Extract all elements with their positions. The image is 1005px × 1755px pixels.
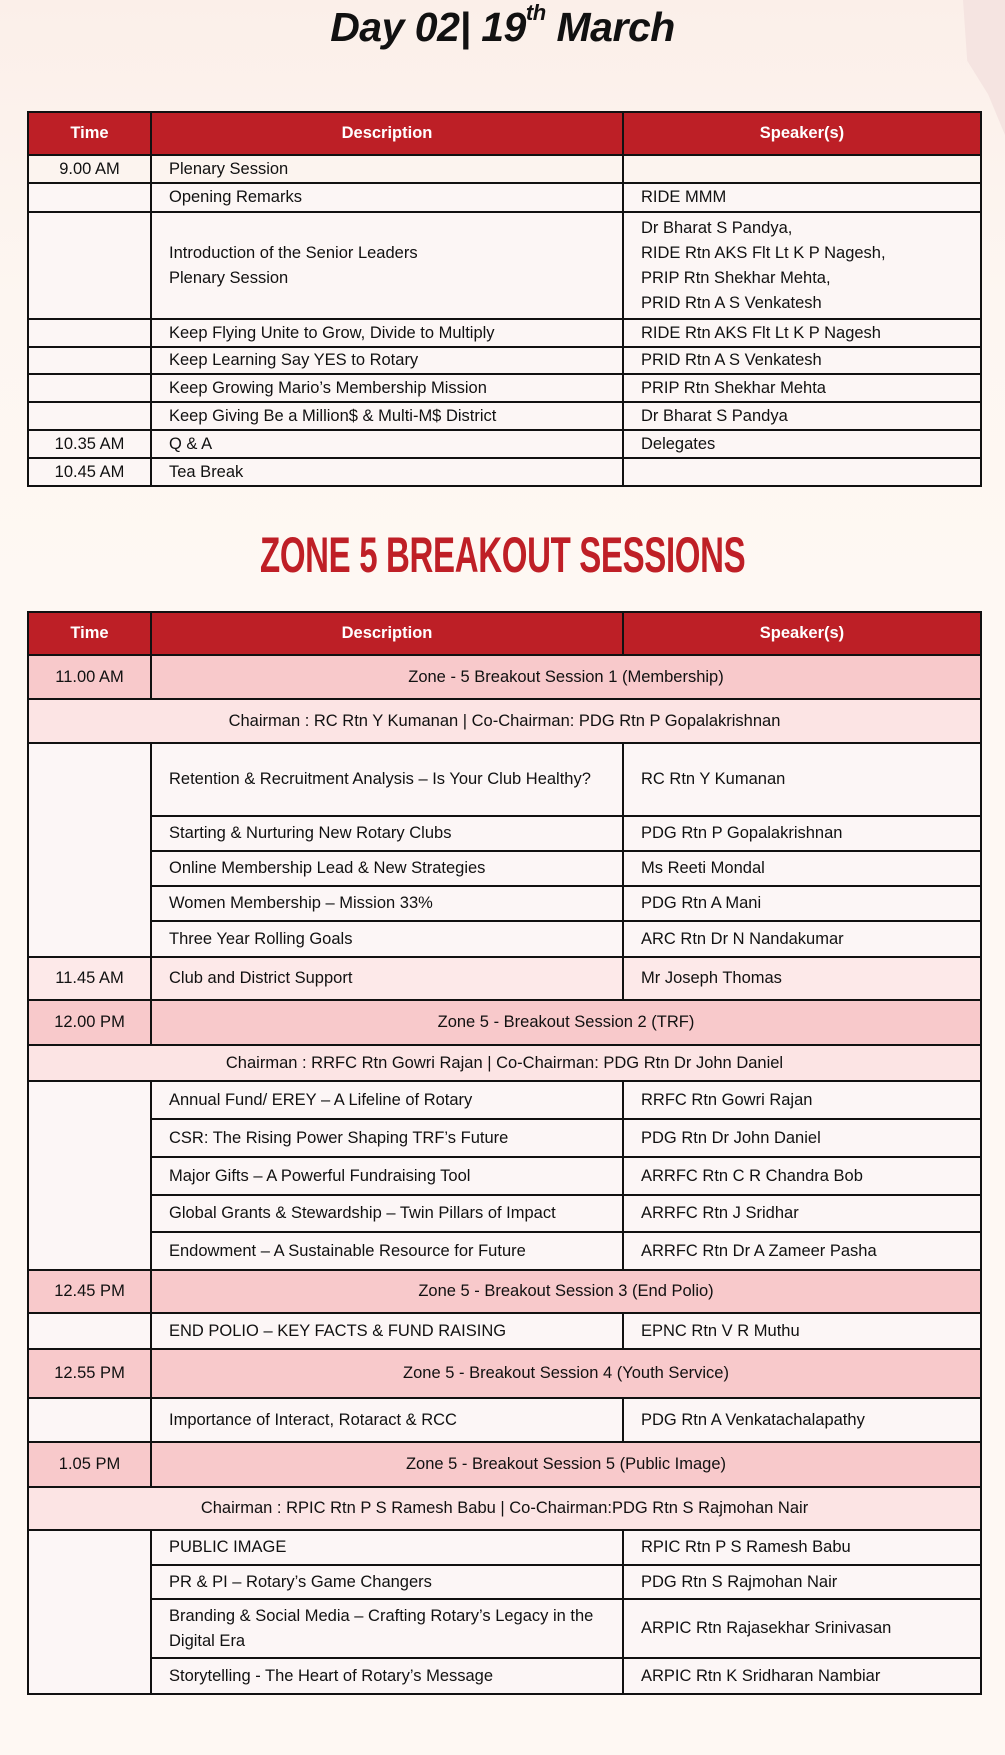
speaker-cell	[623, 319, 981, 347]
speaker-cell: PDG Rtn A Venkatachalapathy	[623, 1398, 981, 1442]
speaker-cell: EPNC Rtn V R Muthu	[623, 1313, 981, 1349]
description-cell: Annual Fund/ EREY – A Lifeline of Rotary	[151, 1081, 623, 1119]
table-row	[28, 1565, 981, 1599]
speaker-cell: PDG Rtn S Rajmohan Nair	[623, 1565, 981, 1599]
session-row	[28, 1270, 981, 1313]
speaker-line: PRID Rtn A S Venkatesh	[641, 293, 822, 312]
description-cell	[151, 155, 623, 183]
description-cell	[151, 347, 623, 374]
description-cell	[151, 458, 623, 486]
description-cell	[151, 374, 623, 402]
header-description: Description	[151, 112, 623, 155]
table-row	[28, 743, 981, 816]
session-time: 11.00 AM	[28, 655, 151, 699]
table-header-row	[28, 612, 981, 655]
description-cell: Endowment – A Sustainable Resource for Future	[151, 1232, 623, 1270]
table-row	[28, 402, 981, 430]
description-cell: Women Membership – Mission 33%	[151, 886, 623, 921]
table-row	[28, 1313, 981, 1349]
description-cell	[151, 402, 623, 430]
table-row	[28, 1599, 981, 1658]
header-time: Time	[28, 112, 151, 155]
description-line: Tea Break	[169, 462, 244, 481]
speaker-line: RIDE Rtn AKS Flt Lt K P Nagesh,	[641, 243, 886, 262]
speaker-cell	[623, 347, 981, 374]
header-time: Time	[28, 612, 151, 655]
session-title: Zone - 5 Breakout Session 1 (Membership)	[151, 655, 981, 699]
table-row	[28, 155, 981, 183]
time-cell-empty	[28, 1530, 151, 1694]
speaker-cell	[623, 430, 981, 458]
table-header-row	[28, 112, 981, 155]
speaker-cell: PDG Rtn Dr John Daniel	[623, 1119, 981, 1157]
table-row	[28, 816, 981, 851]
time-cell: 9.00 AM	[28, 155, 151, 183]
speaker-line: Dr Bharat S Pandya	[641, 406, 788, 425]
header-speakers: Speaker(s)	[623, 612, 981, 655]
table-row	[28, 921, 981, 957]
description-line: Introduction of the Senior Leaders	[169, 243, 418, 262]
plenary-agenda-table	[27, 111, 982, 487]
time-cell	[28, 183, 151, 212]
description-cell: Three Year Rolling Goals	[151, 921, 623, 957]
zone-section-title	[0, 527, 1005, 583]
time-cell	[28, 347, 151, 374]
speaker-cell: ARPIC Rtn Rajasekhar Srinivasan	[623, 1599, 981, 1658]
time-cell	[28, 374, 151, 402]
description-cell: PR & PI – Rotary’s Game Changers	[151, 1565, 623, 1599]
description-line: Keep Giving Be a Million$ & Multi-M$ District	[169, 406, 497, 425]
zone-title-text: ZONE 5 BREAKOUT SESSIONS	[259, 527, 746, 583]
speaker-cell: PDG Rtn P Gopalakrishnan	[623, 816, 981, 851]
table-row	[28, 1658, 981, 1694]
description-cell: Club and District Support	[151, 957, 623, 1000]
session-title: Zone 5 - Breakout Session 5 (Public Image)	[151, 1442, 981, 1487]
description-cell: Online Membership Lead & New Strategies	[151, 851, 623, 886]
time-cell-empty	[28, 1398, 151, 1442]
chairman-row	[28, 699, 981, 743]
table-row	[28, 886, 981, 921]
description-cell: Starting & Nurturing New Rotary Clubs	[151, 816, 623, 851]
description-cell	[151, 183, 623, 212]
table-row	[28, 1081, 981, 1119]
table-row	[28, 957, 981, 1000]
speaker-cell: PDG Rtn A Mani	[623, 886, 981, 921]
table-row	[28, 212, 981, 319]
speaker-cell	[623, 155, 981, 183]
speaker-line: PRIP Rtn Shekhar Mehta,	[641, 268, 831, 287]
description-line: Opening Remarks	[169, 188, 302, 206]
speaker-cell	[623, 374, 981, 402]
time-cell: 10.35 AM	[28, 430, 151, 458]
chairman-cell: Chairman : RC Rtn Y Kumanan | Co-Chairman: PDG Rtn P Gopalakrishnan	[28, 699, 981, 743]
time-cell-empty	[28, 1081, 151, 1270]
speaker-cell: RPIC Rtn P S Ramesh Babu	[623, 1530, 981, 1565]
description-cell: Storytelling - The Heart of Rotary’s Message	[151, 1658, 623, 1694]
time-cell: 10.45 AM	[28, 458, 151, 486]
description-cell: Retention & Recruitment Analysis – Is Your Club Healthy?	[151, 743, 623, 816]
time-cell-empty	[28, 1313, 151, 1349]
session-title: Zone 5 - Breakout Session 4 (Youth Service)	[151, 1349, 981, 1398]
description-cell: END POLIO – KEY FACTS & FUND RAISING	[151, 1313, 623, 1349]
speaker-cell	[623, 183, 981, 212]
description-cell	[151, 212, 623, 319]
speaker-cell: Ms Reeti Mondal	[623, 851, 981, 886]
session-time: 12.00 PM	[28, 1000, 151, 1045]
session-row	[28, 1442, 981, 1487]
speaker-cell: ARPIC Rtn K Sridharan Nambiar	[623, 1658, 981, 1694]
description-cell: Branding & Social Media – Crafting Rotary’s Legacy in the Digital Era	[151, 1599, 623, 1658]
speaker-cell	[623, 212, 981, 319]
session-time: 12.45 PM	[28, 1270, 151, 1313]
table-row	[28, 458, 981, 486]
description-cell	[151, 430, 623, 458]
time-cell: 11.45 AM	[28, 957, 151, 1000]
speaker-cell	[623, 458, 981, 486]
table-row	[28, 347, 981, 374]
description-line: Keep Growing Mario’s Membership Mission	[169, 378, 487, 397]
time-cell-empty	[28, 743, 151, 957]
speaker-cell: Mr Joseph Thomas	[623, 957, 981, 1000]
description-cell	[151, 319, 623, 347]
speaker-line: PRIP Rtn Shekhar Mehta	[641, 378, 826, 397]
session-time: 1.05 PM	[28, 1442, 151, 1487]
speaker-line: RIDE Rtn AKS Flt Lt K P Nagesh	[641, 323, 881, 342]
description-line: Plenary Session	[169, 159, 289, 178]
session-row	[28, 1000, 981, 1045]
speaker-line: Delegates	[641, 434, 716, 453]
speaker-line: RIDE MMM	[641, 188, 727, 206]
day-title-month: March	[545, 4, 675, 50]
table-row	[28, 1119, 981, 1157]
description-line: Q & A	[169, 434, 213, 453]
speaker-cell: ARRFC Rtn C R Chandra Bob	[623, 1157, 981, 1195]
time-cell	[28, 319, 151, 347]
description-cell: Major Gifts – A Powerful Fundraising Tool	[151, 1157, 623, 1195]
description-cell: Global Grants & Stewardship – Twin Pillars of Impact	[151, 1195, 623, 1232]
description-line: Keep Flying Unite to Grow, Divide to Multiply	[169, 323, 495, 342]
description-line: Plenary Session	[169, 268, 289, 287]
table-row	[28, 319, 981, 347]
speaker-cell	[623, 402, 981, 430]
description-cell: PUBLIC IMAGE	[151, 1530, 623, 1565]
session-row	[28, 655, 981, 699]
table-row	[28, 374, 981, 402]
session-title: Zone 5 - Breakout Session 3 (End Polio)	[151, 1270, 981, 1313]
table-row	[28, 1530, 981, 1565]
chairman-cell: Chairman : RPIC Rtn P S Ramesh Babu | Co-Chairman:PDG Rtn S Rajmohan Nair	[28, 1487, 981, 1530]
chairman-cell: Chairman : RRFC Rtn Gowri Rajan | Co-Chairman: PDG Rtn Dr John Daniel	[28, 1045, 981, 1081]
time-cell	[28, 212, 151, 319]
speaker-cell: ARRFC Rtn Dr A Zameer Pasha	[623, 1232, 981, 1270]
speaker-cell: ARC Rtn Dr N Nandakumar	[623, 921, 981, 957]
day-title-text: Day 02| 19	[330, 4, 526, 50]
chairman-row	[28, 1045, 981, 1081]
time-cell	[28, 402, 151, 430]
table-row	[28, 1195, 981, 1232]
session-time: 12.55 PM	[28, 1349, 151, 1398]
description-line: Keep Learning Say YES to Rotary	[169, 351, 419, 369]
speaker-line: Dr Bharat S Pandya,	[641, 218, 793, 237]
description-cell: Importance of Interact, Rotaract & RCC	[151, 1398, 623, 1442]
header-description: Description	[151, 612, 623, 655]
speaker-cell: RRFC Rtn Gowri Rajan	[623, 1081, 981, 1119]
session-title: Zone 5 - Breakout Session 2 (TRF)	[151, 1000, 981, 1045]
description-cell: CSR: The Rising Power Shaping TRF’s Future	[151, 1119, 623, 1157]
session-row	[28, 1349, 981, 1398]
table-row	[28, 183, 981, 212]
header-speakers: Speaker(s)	[623, 112, 981, 155]
chairman-row	[28, 1487, 981, 1530]
speaker-cell: ARRFC Rtn J Sridhar	[623, 1195, 981, 1232]
day-title-superscript: th	[525, 0, 546, 25]
speaker-line: PRID Rtn A S Venkatesh	[641, 351, 822, 369]
speaker-cell: RC Rtn Y Kumanan	[623, 743, 981, 816]
table-row	[28, 1398, 981, 1442]
table-row	[28, 430, 981, 458]
breakout-sessions-table	[27, 611, 982, 1695]
table-row	[28, 851, 981, 886]
table-row	[28, 1157, 981, 1195]
day-title	[0, 0, 1005, 51]
table-row	[28, 1232, 981, 1270]
